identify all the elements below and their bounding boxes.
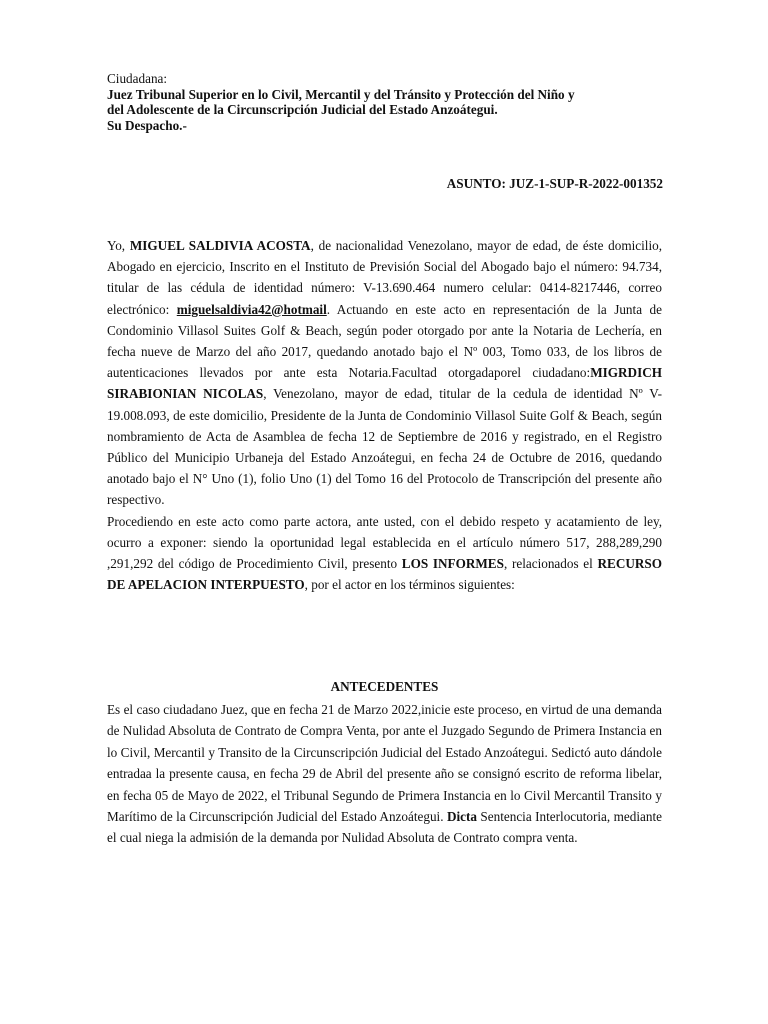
section-heading: ANTECEDENTES — [330, 679, 439, 694]
dicta-label: Dicta — [446, 809, 477, 825]
subject-line: ASUNTO: JUZ-1-SUP-R-2022-001352 — [446, 176, 663, 191]
paragraph-procedure-text-3: , por el actor en los términos siguientes: — [304, 577, 515, 593]
paragraph-procedure — [107, 511, 662, 596]
addressee-block — [107, 71, 662, 133]
despacho-line: Su Despacho.- — [107, 117, 187, 133]
salutation: Ciudadana: — [107, 71, 168, 86]
recurso-label: RECURSO DE APELACION INTERPUESTO — [107, 556, 662, 593]
section-text — [107, 699, 662, 849]
paragraph-intro-text-1: Yo, — [107, 238, 130, 253]
informes-label: LOS INFORMES — [401, 556, 504, 572]
antecedentes-text-2: Sentencia Interlocutoria, mediante el cual niega la admisión de la demanda por Nulidad Absoluta de Contrato compra venta. — [107, 809, 662, 846]
paragraph-procedure-text-1: Procediendo en este acto como parte actora, ante usted, con el debido respeto y acatamiento de ley, ocurro a exponer: siendo la oportunidad legal establecida en el artículo número 517, 288,289,290 ,291,292 del código de Procedimiento Civil, presento — [107, 513, 662, 572]
paragraph-intro-text-2: , de nacionalidad Venezolano, mayor de edad, de éste domicilio, Abogado en ejercicio, Inscrito en el Instituto de Previsión Social del Abogado bajo el número: 94.734, titular de las cédula de identidad número: V-13.690.464 numero celular: 0414-8217446, correo electrónico: — [107, 238, 663, 317]
lawyer-name: MIGUEL SALDIVIA ACOSTA — [129, 238, 311, 253]
body-text — [107, 235, 662, 595]
paragraph-intro-text-4: , Venezolano, mayor de edad, titular de la cedula de identidad Nº V- 19.008.093, de este domicilio, Presidente de la Junta de Condominio Villasol Suite Golf & Beach, según nombramiento de Acta de Asamblea de fecha 12 de Septiembre de 2016 y registrado, en el Registro Público del Municipio Urbaneja del Estado Anzoátegui, en fecha 24 de Octubre de 2016, quedando anotado bajo el N° Uno (1), folio Uno (1) del Tomo 16 del Protocolo de Transcripción del presente año respectivo. — [107, 386, 662, 508]
paragraph-intro-text-3: . Actuando en este acto en representación de la Junta de Condominio Villasol Suites Golf & Beach, según poder otorgado por ante la Notaria de Lechería, en fecha nueve de Marzo del año 2017, quedando anotado bajo el Nº 003, Tomo 033, de los libros de autenticaciones llevados por ante esta Notaria.Facultad otorgadaporel ciudadano: — [107, 301, 662, 381]
addressee-line-2: del Adolescente de la Circunscripción Judicial del Estado Anzoátegui. — [107, 102, 498, 118]
paragraph-procedure-text-2: , relacionados el — [503, 556, 598, 572]
paragraph-intro — [107, 235, 662, 511]
paragraph-antecedentes — [107, 699, 662, 849]
antecedentes-text-1: Es el caso ciudadano Juez, que en fecha 21 de Marzo 2022,inicie este proceso, en virtud de una demanda de Nulidad Absoluta de Contrato de Compra Venta, por ante el Juzgado Segundo de Primera Instancia en lo Civil, Mercantil y Transito de la Circunscripción Judicial del Estado Anzoátegui. Sedictó auto dándole entradaa la presente causa, en fecha 29 de Abril del presente año se consignó escrito de reforma libelar, en fecha 05 de Mayo de 2022, el Tribunal Segundo de Primera Instancia en lo Civil Mercantil Transito y Marítimo de la Circunscripción Judicial del Estado Anzoátegui. — [107, 702, 662, 825]
addressee-line-1: Juez Tribunal Superior en lo Civil, Mercantil y del Tránsito y Protección del Niño y — [107, 86, 575, 102]
president-name: MIGRDICH SIRABIONIAN NICOLAS — [107, 365, 662, 402]
email-link[interactable]: miguelsaldivia42@hotmail — [176, 301, 327, 317]
